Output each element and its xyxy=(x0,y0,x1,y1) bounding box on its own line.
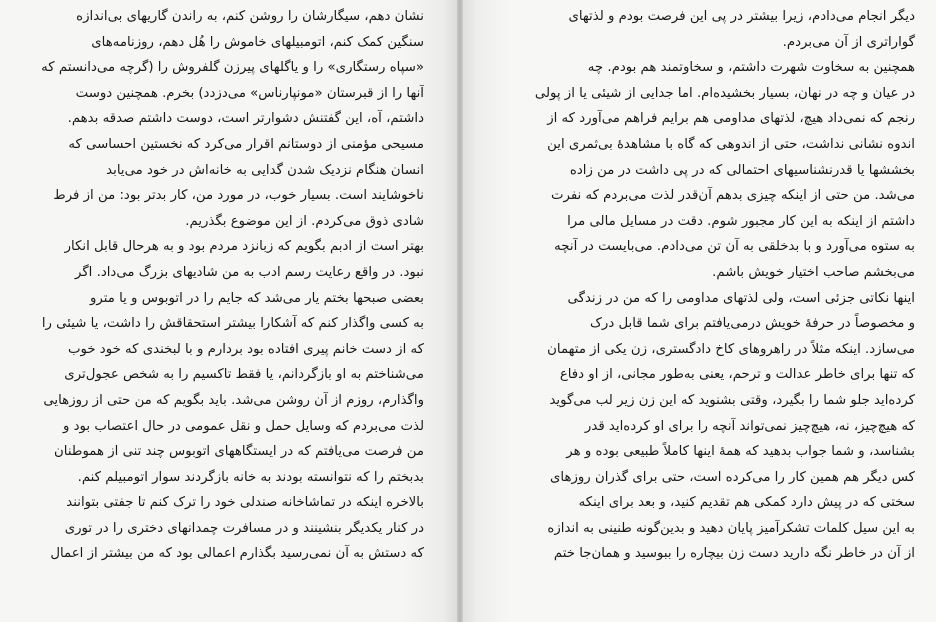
text-line: می‌سازد. اینکه مثلاً در راهروهای کاخ دادگستری، زن یکی از متهمان xyxy=(547,341,915,357)
text-line: اینها نکاتی جزئی است، ولی لذتهای مداومی را که من در زندگی xyxy=(567,290,915,306)
text-line: که هیچ‌چیز، نه، هیچ‌چیز نمی‌تواند آنچه را برای او کرده‌اید قدر xyxy=(584,418,915,434)
text-line: انسان هنگام نزدیک شدن گدایی به خانه‌اش در خود می‌یابد xyxy=(106,162,424,178)
text-line: لذت می‌بردم که وسایل حمل و نقل عمومی در حال اعتصاب بود و xyxy=(62,418,424,434)
text-line: واگذارم، روزم از آن روشن می‌شد. باید بگویم که من حتی از روزهایی xyxy=(43,392,424,408)
text-line: سنگین کمک کنم، اتومبیلهای خاموش را هُل دهم، روزنامه‌های xyxy=(91,34,424,50)
text-line: کس دیگر هم همین کار را می‌کرده است، حتی برای گذران روزهای xyxy=(549,469,915,485)
text-line: در عیان و چه در نهان، بسیار بخشیده‌ام. اما جدایی از شیئی یا از پولی xyxy=(534,85,915,101)
text-line: همچنین به سخاوت شهرت داشتم، و سخاوتمند هم بودم. چه xyxy=(587,60,915,76)
text-line: بشناسد، و شما جواب بدهید که همهٔ اینها کاملاً طبیعی بوده و هر xyxy=(566,444,915,460)
right-page-text xyxy=(517,4,915,567)
text-line: که دستش به آن نمی‌رسید بگذارم اعمالی بود که من بیشتر از اعمال xyxy=(50,546,424,562)
text-line: بدبختم را که نتوانسته بودند به خانه بازگردند سوار اتومبیلم کنم. xyxy=(77,469,424,485)
text-line: داشتم از اینکه به این کار مجبور شوم. دقت در مسایل مالی مرا xyxy=(567,213,915,229)
text-line: اندوه نشانی نداشت، حتی از اندوهی که گاه با مشاهدهٔ بی‌ثمری این xyxy=(547,136,915,152)
text-line: از آن در خاطر نگه دارید دست زن بیچاره را ببوسید و همان‌جا ختم xyxy=(553,546,915,562)
text-line: ناخوشایند است. بسیار خوب، در مورد من، کار بدتر بود: من از فرط xyxy=(53,188,424,204)
text-line: داشتم، آه، این گفتنش دشوارتر است، دوست داشتم صدقه بدهم. xyxy=(67,111,424,127)
text-line: که از دست خانم پیری افتاده بود بردارم و با لبخندی که خود خوب xyxy=(67,341,424,357)
text-line: می‌بخشم صاحب اختیار خویش باشم. xyxy=(712,264,915,280)
right-page xyxy=(463,0,936,622)
text-line: به ستوه می‌آورد و با بدخلقی به آن تن می‌دادم. می‌بایست در آنچه xyxy=(554,239,915,255)
text-line: به این سیل کلمات تشکرآمیز پایان دهید و بدین‌گونه طنینی به اندازه xyxy=(547,520,915,536)
text-line: مسیحی مؤمنی از دوستانم اقرار می‌کرد که نخستین احساسی که xyxy=(68,136,424,152)
text-line: و مخصوصاً در حرفهٔ خویش درمی‌یافتم برای شما قابل درک xyxy=(590,316,915,332)
text-line: نبود. در واقع رعایت رسم ادب به من شادیهای بزرگ می‌داد. اگر xyxy=(75,264,424,280)
text-line: آنها را از قبرستان «مونپارناس» می‌دزدد) بخرم. همچنین دوست xyxy=(75,85,424,101)
text-line: گواراتری از آن می‌بردم. xyxy=(782,34,915,50)
text-line: می‌شناختم به او بازگردانم، یا فقط تاکسیم را به شخص عجول‌تری xyxy=(64,367,424,383)
left-page xyxy=(0,0,457,622)
text-line: شادی ذوق می‌کردم. از این موضوع بگذریم. xyxy=(185,213,424,229)
text-line: «سپاه رستگاری» را و یاگلهای پیرزن گلفروش را (گرچه می‌دانستم که xyxy=(41,60,424,76)
text-line: می‌شد. من حتی از اینکه چیزی بدهم آن‌قدر لذت می‌بردم که نفرت xyxy=(550,188,915,204)
text-line: دیگر انجام می‌دادم، زیرا بیشتر در پی این فرصت بودم و لذتهای xyxy=(568,9,915,24)
text-line: در کنار یکدیگر بنشینند و در مسافرت چمدانهای دختری را در توری xyxy=(64,520,424,536)
text-line: بخششها یا قدرنشناسیهای احتمالی که در پی داشت در من زاده xyxy=(569,162,915,178)
text-line: سختی که در پیش دارد کمکی هم تقدیم کنید، و بعد برای اینکه xyxy=(578,495,915,511)
text-line: من فرصت می‌یافتم که در ایستگاههای اتوبوس چند تنی از هموطنان xyxy=(54,444,424,460)
text-line: بهتر است از ادبم بگویم که زبانزد مردم بود و به هرحال قابل انکار xyxy=(64,239,424,255)
text-line: به کسی واگذار کنم که آشکارا بیشتر استحقاقش را داشت، یا شیئی را xyxy=(41,316,424,332)
text-line: بالاخره اینکه در تماشاخانه صندلی خود را ترک کنم تا جفتی بتوانند xyxy=(66,495,424,511)
text-line: بعضی صبحها بختم یار می‌شد که جایم را در اتوبوس و یا مترو xyxy=(89,290,424,306)
text-line: نشان دهم، سیگارشان را روشن کنم، به راندن گاریهای بی‌اندازه xyxy=(76,9,424,24)
text-line: که تنها برای خاطر عدالت و ترحم، یعنی به‌طور مجانی، از او دفاع xyxy=(559,367,915,383)
text-line: کرده‌اید جلو شما را بگیرد، وقتی بشنوید که این زن زیر لب می‌گوید xyxy=(549,392,915,408)
text-line: رنجم که نمی‌داد هیچ، لذتهای مداومی هم برایم فراهم می‌آورد که از xyxy=(547,111,915,127)
left-page-text xyxy=(24,4,424,567)
